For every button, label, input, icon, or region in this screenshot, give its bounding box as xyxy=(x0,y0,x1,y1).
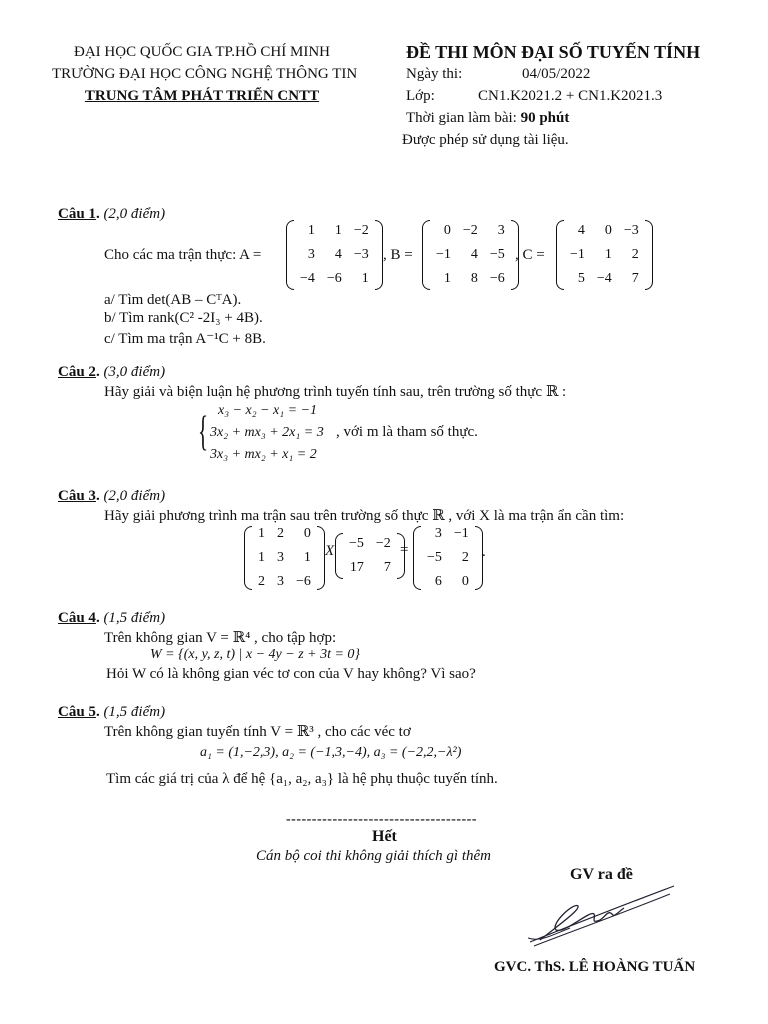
system-equations xyxy=(210,400,324,466)
exam-date: 04/05/2022 xyxy=(522,66,591,82)
matrix-m1: 1 2 0 1 3 1 2 3 −6 xyxy=(244,522,325,594)
q2-label: Câu 2 xyxy=(58,364,96,380)
q1-points: (2,0 điểm) xyxy=(103,206,166,222)
author-title: GV ra đề xyxy=(570,866,633,883)
equation-3: 3x₃ + mx₂ + x₁ = 2 xyxy=(210,447,317,462)
q4-set: W = {(x, y, z, t) | x − 4y − z + 3t = 0} xyxy=(150,647,361,662)
end-marker: Hết xyxy=(372,828,397,845)
class-label: Lớp: xyxy=(406,88,435,104)
q2-intro: Hãy giải và biện luận hệ phương trình tuyến tính sau, trên trường số thực ℝ : xyxy=(104,384,567,400)
time-value: 90 phút xyxy=(520,110,570,126)
q5-label: Câu 5 xyxy=(58,704,96,720)
q5-heading: Câu 5. (1,5 điểm) xyxy=(58,704,166,720)
university-name: ĐẠI HỌC QUỐC GIA TP.HỒ CHÍ MINH xyxy=(74,44,330,60)
proctor-note: Cán bộ coi thi không giải thích gì thêm xyxy=(256,848,491,864)
equation-1: x₃ − x₂ − x₁ = −1 xyxy=(218,403,318,418)
class-value: CN1.K2021.2 + CN1.K2021.3 xyxy=(478,88,663,104)
q3-period: . xyxy=(482,544,486,560)
center-name-text: TRUNG TÂM PHÁT TRIỂN CNTT xyxy=(84,88,320,104)
q3-points: (2,0 điểm) xyxy=(103,488,166,504)
q1-heading: Câu 1. (2,0 điểm) xyxy=(58,206,166,222)
q3-heading: Câu 3. (2,0 điểm) xyxy=(58,488,166,504)
system-brace: { xyxy=(198,409,209,455)
q1-label: Câu 1 xyxy=(58,206,96,222)
q1-intro: Cho các ma trận thực: A = xyxy=(104,247,262,263)
date-label: Ngày thi: xyxy=(406,66,463,82)
matrix-c-label: , C = xyxy=(515,247,545,263)
matrix-b-label: , B = xyxy=(383,247,413,263)
q1-part-b: b/ Tìm rank(C² -2I₃ + 4B). xyxy=(104,310,263,326)
q2-heading: Câu 2. (3,0 điểm) xyxy=(58,364,166,380)
q3-label: Câu 3 xyxy=(58,488,96,504)
q3-intro: Hãy giải phương trình ma trận sau trên trường số thực ℝ , với X là ma trận ẩn cần tìm: xyxy=(104,508,625,524)
exam-title: ĐỀ THI MÔN ĐẠI SỐ TUYẾN TÍNH xyxy=(406,42,701,62)
matrix-c: 4 0 −3 −1 1 2 5 −4 7 xyxy=(556,219,653,291)
unknown-x: X xyxy=(325,543,335,559)
q1-part-c: c/ Tìm ma trận A⁻¹C + 8B. xyxy=(104,331,266,347)
q5-question: Tìm các giá trị của λ để hệ {a₁, a₂, a₃} là hệ phụ thuộc tuyến tính. xyxy=(106,771,498,787)
separator-dashes: ------------------------------------- xyxy=(286,812,477,827)
q1-part-a: a/ Tìm det(AB – CᵀA). xyxy=(104,292,242,308)
matrix-a: 1 1 −2 3 4 −3 −4 −6 1 xyxy=(286,219,383,291)
matrix-b: 0 −2 3 −1 4 −5 1 8 −6 xyxy=(422,219,519,291)
q5-line1: Trên không gian tuyến tính V = ℝ³ , cho các véc tơ xyxy=(104,724,411,740)
time-row xyxy=(406,110,569,127)
q4-points: (1,5 điểm) xyxy=(103,610,166,626)
q4-heading: Câu 4. (1,5 điểm) xyxy=(58,610,166,626)
center-name xyxy=(52,88,352,105)
time-label: Thời gian làm bài: xyxy=(406,110,517,126)
q5-points: (1,5 điểm) xyxy=(103,704,166,720)
q2-note: , với m là tham số thực. xyxy=(336,424,478,440)
faculty-name: TRƯỜNG ĐẠI HỌC CÔNG NGHỆ THÔNG TIN xyxy=(52,66,358,82)
equals-sign: = xyxy=(400,542,409,558)
matrix-m3: 3 −1 −5 2 6 0 xyxy=(413,522,483,594)
signature-image xyxy=(520,880,680,952)
author-name: GVC. ThS. LÊ HOÀNG TUẤN xyxy=(494,959,696,975)
equation-2: 3x₂ + mx₃ + 2x₁ = 3 xyxy=(210,425,324,440)
q4-question: Hỏi W có là không gian véc tơ con của V hay không? Vì sao? xyxy=(106,666,476,682)
q4-label: Câu 4 xyxy=(58,610,96,626)
q4-line1: Trên không gian V = ℝ⁴ , cho tập hợp: xyxy=(104,630,337,646)
q5-vectors: a₁ = (1,−2,3), a₂ = (−1,3,−4), a₃ = (−2,2,−λ²) xyxy=(200,745,462,760)
matrix-m2: −5 −2 17 7 xyxy=(335,532,405,580)
materials-note: Được phép sử dụng tài liệu. xyxy=(402,132,569,148)
q2-points: (3,0 điểm) xyxy=(103,364,166,380)
